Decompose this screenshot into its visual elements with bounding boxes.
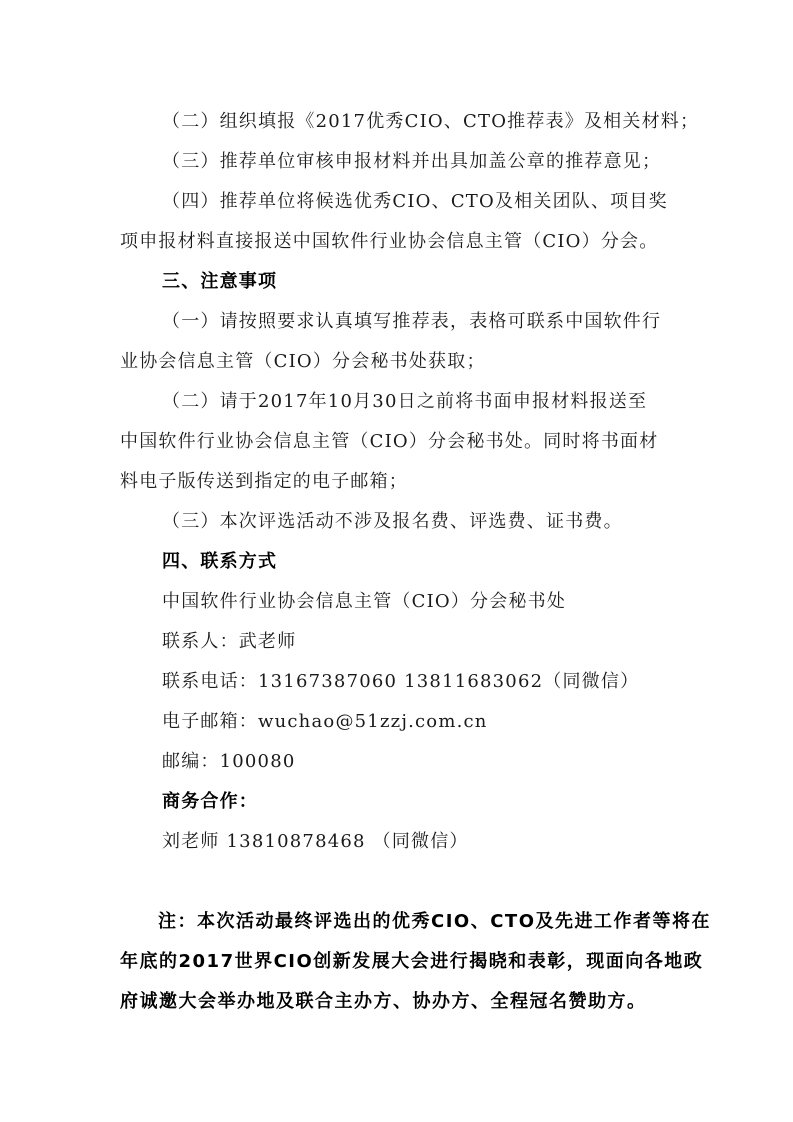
contact-postcode: 邮编：100080 xyxy=(162,751,296,772)
business-contact: 刘老师 13810878468 （同微信） xyxy=(162,831,469,852)
business-heading: 商务合作： xyxy=(162,791,258,812)
contact-heading: 四、联系方式 xyxy=(162,551,278,572)
footnote-line3: 府诚邀大会举办地及联合主办方、协办方、全程冠名赞助方。 xyxy=(120,991,647,1012)
note-item-2-line3: 料电子版传送到指定的电子邮箱； xyxy=(120,471,408,492)
footnote-line1: 注：本次活动最终评选出的优秀CIO、CTO及先进工作者等将在 xyxy=(158,911,711,932)
notes-heading: 三、注意事项 xyxy=(162,271,278,292)
contact-email: 电子邮箱：wuchao@51zzj.com.cn xyxy=(162,711,488,732)
note-item-3: （三）本次评选活动不涉及报名费、评选费、证书费。 xyxy=(162,511,623,532)
note-item-2-line1: （二）请于2017年10月30日之前将书面申报材料报送至 xyxy=(162,391,648,412)
contact-phone: 联系电话：13167387060 13811683062（同微信） xyxy=(162,671,640,692)
step-2-text: （二）组织填报《2017优秀CIO、CTO推荐表》及相关材料； xyxy=(162,111,700,132)
contact-person: 联系人：武老师 xyxy=(162,631,297,652)
step-4-text-line1: （四）推荐单位将候选优秀CIO、CTO及相关团队、项目奖 xyxy=(162,191,668,212)
note-item-1-line2: 业协会信息主管（CIO）分会秘书处获取； xyxy=(120,351,486,372)
step-4-text-line2: 项申报材料直接报送中国软件行业协会信息主管（CIO）分会。 xyxy=(120,231,659,252)
note-item-1-line1: （一）请按照要求认真填写推荐表，表格可联系中国软件行 xyxy=(162,311,662,332)
footnote-line2: 年底的2017世界CIO创新发展大会进行揭晓和表彰，现面向各地政 xyxy=(120,951,704,972)
step-3-text: （三）推荐单位审核申报材料并出具加盖公章的推荐意见； xyxy=(162,151,662,172)
note-item-2-line2: 中国软件行业协会信息主管（CIO）分会秘书处。同时将书面材 xyxy=(120,431,659,452)
contact-org: 中国软件行业协会信息主管（CIO）分会秘书处 xyxy=(162,591,567,612)
